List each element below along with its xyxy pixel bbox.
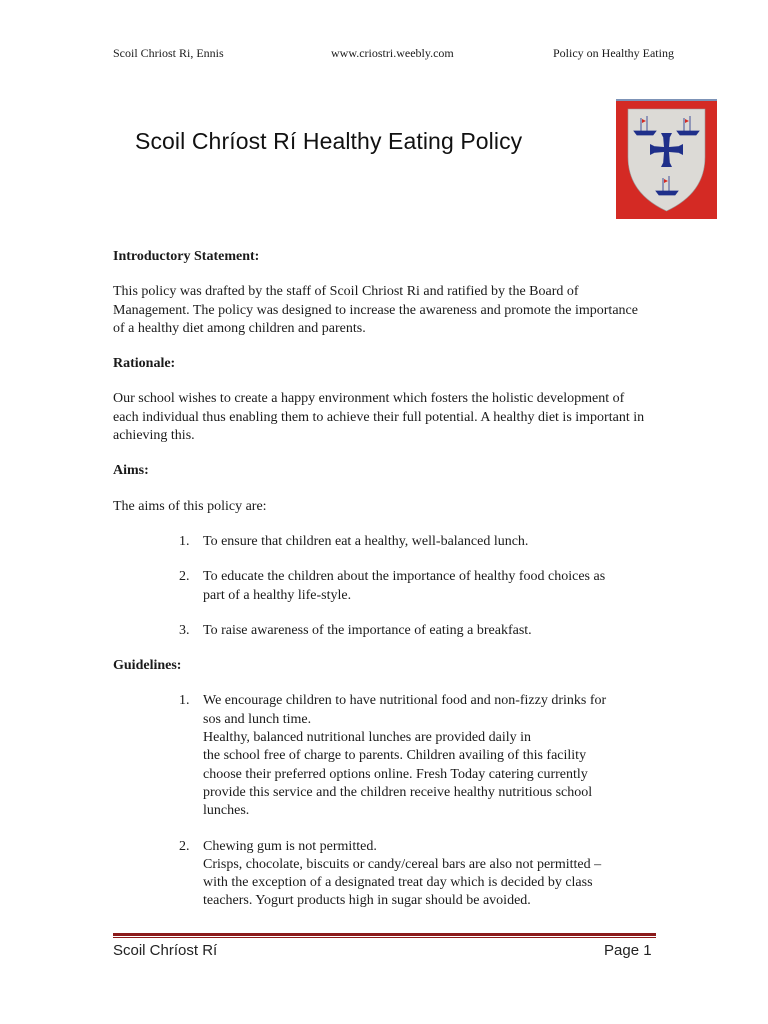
list-item-text: Healthy, balanced nutritional lunches are provided daily in: [203, 730, 531, 746]
list-item-text: lunches.: [203, 803, 250, 819]
school-crest-icon: [616, 99, 717, 219]
intro-line: Management. The policy was designed to increase the awareness and promote the: [113, 302, 572, 318]
aims-list: [113, 533, 653, 640]
list-item-text: Chewing gum is not permitted.: [203, 838, 377, 854]
rationale-paragraph: [113, 390, 653, 445]
list-item-text: To educate the children about the importance of healthy food choices as: [203, 569, 606, 585]
guidelines-list: [113, 692, 653, 910]
page-number: Page 1: [604, 942, 652, 959]
list-item: [113, 838, 653, 911]
footer-school-name: Scoil Chríost Rí: [113, 942, 218, 959]
list-item: [113, 622, 653, 640]
footer-divider: [113, 933, 656, 938]
aims-heading: Aims:: [113, 463, 149, 479]
list-item-number: 2.: [179, 569, 190, 585]
intro-line: importance of a healthy diet among children and parents.: [113, 302, 638, 336]
list-item-number: 1.: [179, 533, 190, 549]
intro-heading: Introductory Statement:: [113, 249, 260, 264]
header-website: www.criostri.weebly.com: [331, 46, 454, 60]
list-item-text: To raise awareness of the importance of eating a breakfast.: [203, 622, 532, 638]
list-item-text: choose their preferred options online. Fresh Today catering currently: [203, 766, 588, 782]
rationale-line: important in achieving this.: [113, 409, 645, 444]
policy-body: [113, 248, 653, 911]
rationale-line: Our school wishes to create a happy environment which fosters the holistic development: [113, 391, 610, 407]
guidelines-heading: Guidelines:: [113, 658, 182, 674]
intro-paragraph: [113, 283, 653, 338]
list-item-text: part of a healthy life-style.: [203, 587, 352, 603]
list-item: [113, 692, 653, 820]
list-item: [113, 568, 653, 605]
aims-intro: The aims of this policy are:: [113, 498, 267, 514]
list-item-text: Crisps, chocolate, biscuits or candy/cereal bars are also not permitted –: [203, 856, 602, 872]
list-item-text: provide this service and the children receive healthy nutritious school: [203, 784, 593, 800]
list-item-text: teachers. Yogurt products high in sugar should be avoided.: [203, 893, 531, 909]
list-item-text: To ensure that children eat a healthy, well-balanced lunch.: [203, 533, 529, 549]
list-item-text: with the exception of a designated treat day which is decided by class: [203, 875, 593, 891]
rationale-line: of each individual thus enabling them to achieve their full potential. A healthy diet is: [113, 391, 625, 425]
list-item-number: 3.: [179, 622, 190, 638]
list-item-text: We encourage children to have nutritional food and non-fizzy drinks for: [203, 693, 607, 709]
rationale-heading: Rationale:: [113, 356, 176, 372]
page-title: Scoil Chríost Rí Healthy Eating Policy: [135, 128, 523, 154]
header-document-title: Policy on Healthy Eating: [553, 46, 674, 60]
list-item-text: sos and lunch time.: [203, 711, 312, 727]
header-school-name: Scoil Chriost Ri, Ennis: [113, 46, 224, 60]
list-item: [113, 533, 653, 551]
list-item-text: the school free of charge to parents. Children availing of this facility: [203, 748, 587, 764]
list-item-number: 1.: [179, 693, 190, 709]
intro-line: This policy was drafted by the staff of Scoil Chriost Ri and ratified by the Board of: [113, 284, 579, 300]
list-item-number: 2.: [179, 838, 190, 854]
